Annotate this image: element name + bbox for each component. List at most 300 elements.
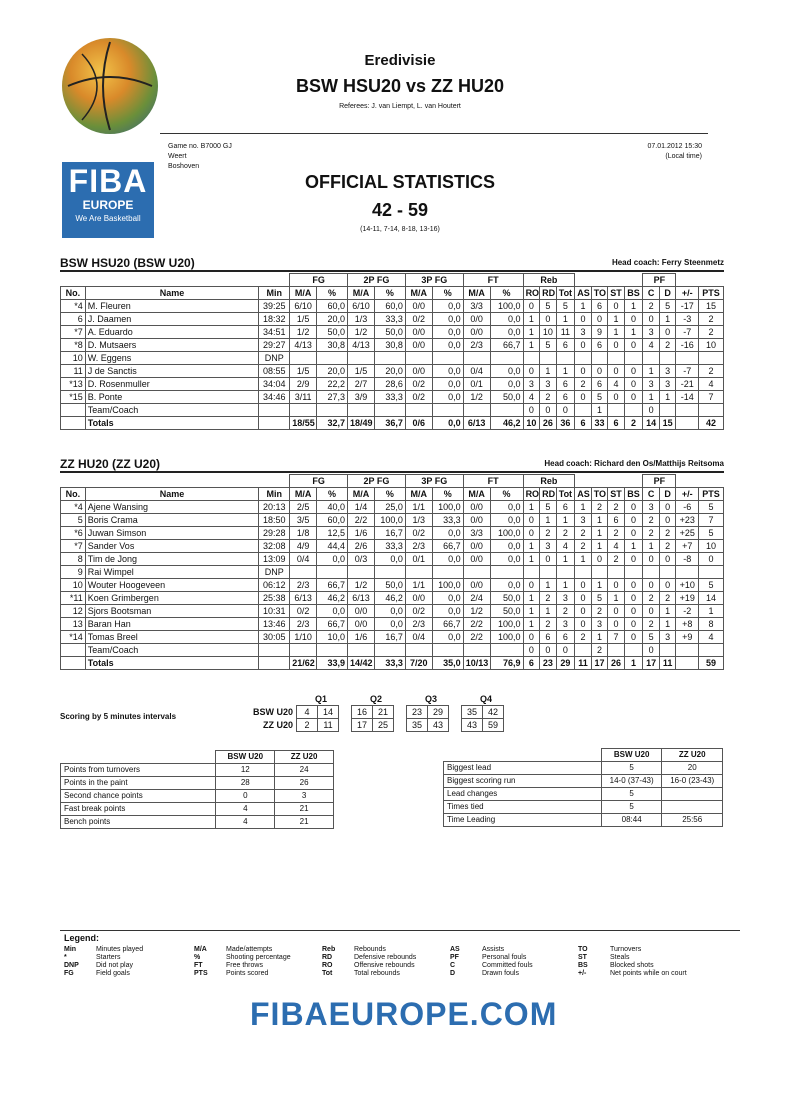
scoring-quarter-header [250, 693, 504, 706]
interval-score: 16 [352, 706, 373, 719]
player-row [61, 339, 724, 352]
header-group-pf: PF [643, 274, 676, 287]
reb-rd: 2 [540, 618, 557, 631]
blocks: 0 [624, 514, 643, 527]
player-number: 9 [61, 566, 86, 579]
header-row-groups [61, 475, 724, 488]
fg-ma: 4/13 [290, 339, 317, 352]
minutes: 10:31 [259, 605, 290, 618]
header-col-d: D [659, 488, 676, 501]
reb-ro: 1 [523, 605, 540, 618]
fg-ma: 0/4 [290, 553, 317, 566]
header-col-ma: M/A [405, 287, 432, 300]
fg-ma: 1/5 [290, 365, 317, 378]
player-name: Sjors Bootsman [85, 605, 258, 618]
header-row-groups [61, 274, 724, 287]
fg2-pct: 25,0 [374, 501, 405, 514]
ft-ma: 2/2 [463, 631, 490, 644]
summary-right-table [443, 748, 723, 827]
header-blank-pm [676, 475, 699, 488]
ft-pct: 0,0 [490, 540, 523, 553]
fouls-drawn: 1 [659, 618, 676, 631]
reb-ro: 4 [523, 391, 540, 404]
reb-ro: 1 [523, 540, 540, 553]
reb-tot: 11 [556, 326, 575, 339]
plus-minus: -7 [676, 365, 699, 378]
summary-row [61, 816, 334, 829]
ft-pct: 0,0 [490, 378, 523, 391]
fg2-pct: 30,8 [374, 339, 405, 352]
ft-ma: 0/0 [463, 514, 490, 527]
header-col-as: AS [575, 287, 592, 300]
header-col-bs: BS [624, 287, 643, 300]
player-name: D. Rosenmuller [85, 378, 258, 391]
player-number: *7 [61, 326, 86, 339]
plus-minus: -8 [676, 553, 699, 566]
fg3-ma: 0/0 [405, 339, 432, 352]
summary-row [444, 762, 723, 775]
fg2-pct: 33,3 [374, 540, 405, 553]
player-row [61, 644, 724, 657]
assists: 0 [575, 579, 592, 592]
header-col-pts: PTS [699, 488, 724, 501]
ft-ma [463, 404, 490, 417]
fg-pct: 20,0 [317, 365, 348, 378]
fg-pct: 66,7 [317, 579, 348, 592]
header-col-ma: M/A [463, 488, 490, 501]
steals: 6 [608, 417, 625, 430]
ft-pct [490, 352, 523, 365]
ft-pct: 50,0 [490, 592, 523, 605]
summary-value: 3 [275, 790, 334, 803]
fouls-committed [643, 352, 660, 365]
fouls-drawn [659, 352, 676, 365]
fg-ma [290, 352, 317, 365]
minutes: 34:46 [259, 391, 290, 404]
minutes: DNP [259, 566, 290, 579]
points: 2 [699, 313, 724, 326]
legend-key: TO [578, 946, 588, 953]
summary-value [662, 788, 723, 801]
minutes [259, 657, 290, 670]
game-number: Game no. B7000 GJ [168, 143, 232, 150]
fg2-ma [348, 566, 375, 579]
fg-pct: 27,3 [317, 391, 348, 404]
ft-ma: 1/2 [463, 605, 490, 618]
fouls-committed: 2 [643, 618, 660, 631]
assists: 0 [575, 618, 592, 631]
plus-minus [676, 352, 699, 365]
fouls-committed: 3 [643, 501, 660, 514]
reb-tot: 6 [556, 631, 575, 644]
summary-header-row [61, 751, 334, 764]
legend-key: PF [450, 954, 459, 961]
header-col-pct: % [432, 287, 463, 300]
fg2-ma: 2/7 [348, 378, 375, 391]
assists [575, 566, 592, 579]
interval-score: 35 [407, 719, 428, 732]
plus-minus [676, 417, 699, 430]
points [699, 644, 724, 657]
quarter-label: Q4 [480, 694, 493, 704]
header-col-ro: RO [523, 488, 540, 501]
reb-tot: 29 [556, 657, 575, 670]
fouls-committed: 14 [643, 417, 660, 430]
minutes: 06:12 [259, 579, 290, 592]
turnovers: 1 [591, 404, 608, 417]
summary-label: Biggest scoring run [444, 775, 602, 788]
steals: 0 [608, 605, 625, 618]
legend-key: Min [64, 946, 77, 953]
fouls-drawn: 2 [659, 339, 676, 352]
turnovers: 5 [591, 592, 608, 605]
player-name: J. Daamen [85, 313, 258, 326]
fouls-committed: 3 [643, 326, 660, 339]
header-col-pct: % [374, 287, 405, 300]
turnovers: 17 [591, 657, 608, 670]
fg3-pct [432, 566, 463, 579]
steals: 0 [608, 365, 625, 378]
ft-pct: 100,0 [490, 527, 523, 540]
summary-header-blank [444, 749, 602, 762]
player-row [61, 527, 724, 540]
summary-left-table [60, 750, 334, 829]
player-name: Tomas Breel [85, 631, 258, 644]
scoring-spacer [339, 693, 352, 706]
summary-label: Biggest lead [444, 762, 602, 775]
assists: 2 [575, 631, 592, 644]
minutes: 08:55 [259, 365, 290, 378]
points: 2 [699, 365, 724, 378]
player-row [61, 378, 724, 391]
reb-rd: 26 [540, 417, 557, 430]
fg2-pct: 33,3 [374, 391, 405, 404]
player-row [61, 605, 724, 618]
ft-pct: 0,0 [490, 313, 523, 326]
fg3-ma: 0/0 [405, 326, 432, 339]
summary-value: 5 [601, 801, 662, 814]
fg2-pct: 33,3 [374, 657, 405, 670]
fg-pct [317, 352, 348, 365]
turnovers: 6 [591, 300, 608, 313]
reb-ro: 3 [523, 378, 540, 391]
header-col-pct: % [490, 488, 523, 501]
summary-value: 0 [216, 790, 275, 803]
fg2-pct [374, 404, 405, 417]
points: 10 [699, 339, 724, 352]
ft-pct: 100,0 [490, 300, 523, 313]
turnovers: 5 [591, 391, 608, 404]
player-number: 10 [61, 352, 86, 365]
steals: 1 [608, 326, 625, 339]
fg2-pct: 28,6 [374, 378, 405, 391]
plus-minus [676, 644, 699, 657]
fg3-pct: 0,0 [432, 527, 463, 540]
legend-desc: Net points while on court [610, 970, 687, 977]
legend-key: Reb [322, 946, 336, 953]
plus-minus: +25 [676, 527, 699, 540]
points: 0 [699, 553, 724, 566]
matchup-title: BSW HSU20 vs ZZ HU20 [295, 76, 505, 96]
header-col-tot: Tot [556, 287, 575, 300]
ft-ma: 2/2 [463, 618, 490, 631]
fg-pct [317, 644, 348, 657]
reb-rd: 1 [540, 605, 557, 618]
ft-ma: 10/13 [463, 657, 490, 670]
steals: 0 [608, 579, 625, 592]
header-group-pf: PF [643, 475, 676, 488]
ft-pct: 0,0 [490, 326, 523, 339]
fg3-pct: 0,0 [432, 553, 463, 566]
scoring-spacer [394, 719, 407, 732]
player-row [61, 618, 724, 631]
player-row [61, 631, 724, 644]
fg-pct: 12,5 [317, 527, 348, 540]
legend-desc: Assists [482, 946, 505, 953]
player-name: Juwan Simson [85, 527, 258, 540]
header-group-fg: FG [290, 475, 348, 488]
legend-key: +/- [578, 970, 587, 977]
header-col-to: TO [591, 287, 608, 300]
reb-ro: 0 [523, 300, 540, 313]
fg2-ma: 0/3 [348, 553, 375, 566]
player-row [61, 352, 724, 365]
reb-ro: 0 [523, 404, 540, 417]
fg-ma [290, 566, 317, 579]
header-group-reb: Reb [523, 274, 575, 287]
reb-tot: 6 [556, 391, 575, 404]
team2-coach: Head coach: Richard den Os/Matthijs Reitsoma [544, 459, 724, 468]
summary-team-header: BSW U20 [601, 749, 662, 762]
header-col-pct: % [490, 287, 523, 300]
player-number: *14 [61, 631, 86, 644]
plus-minus: -7 [676, 326, 699, 339]
blocks: 0 [624, 313, 643, 326]
assists: 0 [575, 313, 592, 326]
ft-ma: 0/0 [463, 313, 490, 326]
fouls-drawn: 1 [659, 605, 676, 618]
summary-value: 16-0 (23-43) [662, 775, 723, 788]
fg-pct [317, 566, 348, 579]
fg-pct: 22,2 [317, 378, 348, 391]
scoring-spacer [394, 693, 407, 706]
points [699, 352, 724, 365]
steals: 26 [608, 657, 625, 670]
fg-ma: 2/3 [290, 579, 317, 592]
steals: 0 [608, 618, 625, 631]
header-col-pm: +/- [676, 287, 699, 300]
player-row [61, 592, 724, 605]
header-blank-pm [676, 274, 699, 287]
summary-value: 12 [216, 764, 275, 777]
fouls-drawn: 5 [659, 300, 676, 313]
game-date: 07.01.2012 15:30 [647, 143, 702, 150]
ft-pct: 76,9 [490, 657, 523, 670]
team2-divider [60, 471, 724, 473]
fg2-pct [374, 566, 405, 579]
plus-minus: -2 [676, 605, 699, 618]
assists: 1 [575, 501, 592, 514]
reb-rd: 2 [540, 527, 557, 540]
player-number: 11 [61, 365, 86, 378]
fg2-ma [348, 404, 375, 417]
summary-value: 28 [216, 777, 275, 790]
plus-minus: -16 [676, 339, 699, 352]
game-info [168, 142, 232, 172]
reb-rd: 5 [540, 339, 557, 352]
legend-key: BS [578, 962, 588, 969]
player-name: Team/Coach [85, 404, 258, 417]
reb-tot: 6 [556, 378, 575, 391]
player-number [61, 404, 86, 417]
quarter-label: Q2 [370, 694, 383, 704]
fg2-ma: 4/13 [348, 339, 375, 352]
legend-desc: Defensive rebounds [354, 954, 417, 961]
fg2-pct: 20,0 [374, 365, 405, 378]
player-row [61, 579, 724, 592]
points: 1 [699, 605, 724, 618]
header-group-3p-fg: 3P FG [405, 274, 463, 287]
legend-key: RO [322, 962, 333, 969]
points: 59 [699, 657, 724, 670]
assists [575, 352, 592, 365]
fg2-ma: 2/2 [348, 514, 375, 527]
turnovers: 1 [591, 540, 608, 553]
fouls-drawn [659, 566, 676, 579]
legend-divider [60, 930, 740, 931]
turnovers: 9 [591, 326, 608, 339]
fg-ma: 3/11 [290, 391, 317, 404]
reb-rd: 3 [540, 378, 557, 391]
scoring-intervals-label: Scoring by 5 minutes intervals [60, 712, 177, 721]
reb-rd: 0 [540, 553, 557, 566]
blocks: 0 [624, 579, 643, 592]
summary-value: 25:56 [662, 814, 723, 827]
fg2-ma: 1/4 [348, 501, 375, 514]
plus-minus: -6 [676, 501, 699, 514]
fg2-ma: 14/42 [348, 657, 375, 670]
legend-key: FG [64, 970, 74, 977]
scoring-spacer [449, 693, 462, 706]
player-number: 5 [61, 514, 86, 527]
summary-value: 21 [275, 803, 334, 816]
header-blank-to [591, 274, 608, 287]
fg3-ma: 1/1 [405, 579, 432, 592]
assists: 3 [575, 514, 592, 527]
player-number: *7 [61, 540, 86, 553]
header-col-bs: BS [624, 488, 643, 501]
reb-rd: 0 [540, 644, 557, 657]
assists: 0 [575, 365, 592, 378]
fg3-ma [405, 566, 432, 579]
fg3-pct: 0,0 [432, 592, 463, 605]
fouls-committed: 0 [643, 404, 660, 417]
ft-pct: 50,0 [490, 605, 523, 618]
points: 2 [699, 326, 724, 339]
player-number: *13 [61, 378, 86, 391]
legend-desc: Drawn fouls [482, 970, 519, 977]
interval-score: 43 [428, 719, 449, 732]
header-row-columns [61, 488, 724, 501]
summary-label: Bench points [61, 816, 216, 829]
header-col-c: C [643, 488, 660, 501]
turnovers: 2 [591, 644, 608, 657]
fg2-ma [348, 644, 375, 657]
fg-pct: 40,0 [317, 501, 348, 514]
summary-row [61, 777, 334, 790]
minutes: 39:25 [259, 300, 290, 313]
plus-minus [676, 657, 699, 670]
plus-minus: +8 [676, 618, 699, 631]
interval-score: 17 [352, 719, 373, 732]
minutes: 18:32 [259, 313, 290, 326]
fg-pct: 33,9 [317, 657, 348, 670]
header-col-tot: Tot [556, 488, 575, 501]
reb-ro [523, 566, 540, 579]
player-name: Tim de Jong [85, 553, 258, 566]
competition-title: Eredivisie [364, 52, 436, 69]
steals [608, 566, 625, 579]
steals: 0 [608, 339, 625, 352]
header-blank-to [591, 475, 608, 488]
legend-key: AS [450, 946, 460, 953]
player-number: *8 [61, 339, 86, 352]
ft-ma [463, 352, 490, 365]
fouls-drawn: 1 [659, 391, 676, 404]
fouls-committed: 1 [643, 391, 660, 404]
fg3-ma [405, 644, 432, 657]
ft-pct: 0,0 [490, 514, 523, 527]
interval-score: 59 [483, 719, 504, 732]
player-name: J de Sanctis [85, 365, 258, 378]
header-col-pct: % [317, 488, 348, 501]
fg3-pct: 100,0 [432, 579, 463, 592]
header-col-ma: M/A [405, 488, 432, 501]
plus-minus: -21 [676, 378, 699, 391]
legend-desc: Points scored [226, 970, 269, 977]
fg3-ma: 0/6 [405, 417, 432, 430]
header-blank-pts [699, 475, 724, 488]
ft-ma: 0/0 [463, 579, 490, 592]
summary-row [444, 814, 723, 827]
assists: 0 [575, 391, 592, 404]
fg3-pct [432, 404, 463, 417]
fg3-ma: 0/4 [405, 631, 432, 644]
legend-desc: Rebounds [354, 946, 386, 953]
fg-pct: 46,2 [317, 592, 348, 605]
player-name: Ajene Wansing [85, 501, 258, 514]
ft-ma: 3/3 [463, 300, 490, 313]
ft-ma: 0/0 [463, 326, 490, 339]
header-col-as: AS [575, 488, 592, 501]
ft-ma: 2/3 [463, 339, 490, 352]
header-col-rd: RD [540, 488, 557, 501]
header-col-ro: RO [523, 287, 540, 300]
fg-ma: 1/2 [290, 326, 317, 339]
quarter-label: Q3 [425, 694, 438, 704]
blocks: 1 [624, 300, 643, 313]
header-col-pm: +/- [676, 488, 699, 501]
player-row [61, 391, 724, 404]
interval-score: 43 [462, 719, 483, 732]
fg3-ma: 2/3 [405, 618, 432, 631]
blocks: 0 [624, 553, 643, 566]
reb-rd: 10 [540, 326, 557, 339]
fg3-pct: 0,0 [432, 326, 463, 339]
interval-score: 25 [373, 719, 394, 732]
legend-key: * [64, 954, 67, 961]
header-blank-pts [699, 274, 724, 287]
